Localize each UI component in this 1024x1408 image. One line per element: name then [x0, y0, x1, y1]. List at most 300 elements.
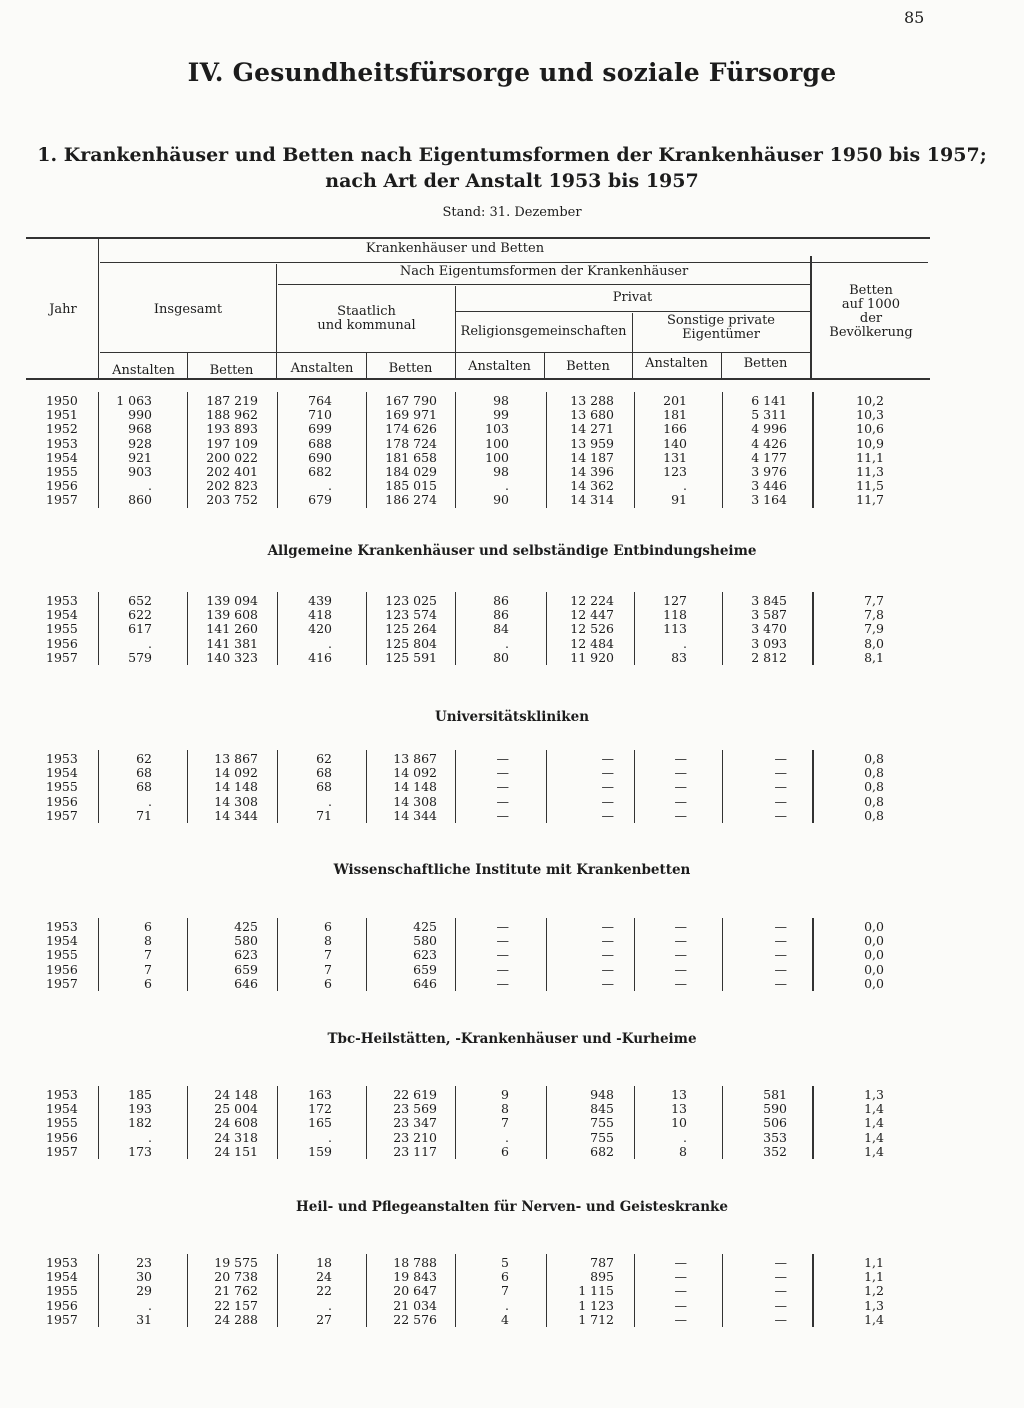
cell-staatlich-anstalten: 6 [324, 919, 332, 934]
cell-insgesamt-betten: 659 [234, 961, 258, 977]
cell-staatlich-betten: 19 843 [393, 1269, 437, 1285]
cell-staatlich-betten: 659 [413, 961, 437, 977]
cell-insgesamt-betten: 200 022 [206, 449, 258, 465]
cell-insgesamt-anstalten: 652 [128, 593, 152, 608]
cell-sonstige-anstalten: — [674, 1311, 687, 1327]
header-betten-auf-1000-line-2: auf 1000 [841, 297, 901, 312]
section-title: Wissenschaftliche Institute mit Krankenbetten [333, 862, 691, 878]
cell-religion-betten: 12 484 [570, 635, 614, 651]
cell-staatlich-betten: 23 569 [393, 1101, 437, 1117]
cell-year: 1956 [46, 793, 78, 809]
table-row [0, 394, 1024, 408]
cell-insgesamt-anstalten: 990 [128, 407, 152, 423]
cell-staatlich-anstalten: 439 [308, 593, 332, 608]
cell-staatlich-betten: 646 [413, 975, 437, 991]
cell-sonstige-betten: — [774, 1297, 787, 1313]
cell-year: 1955 [46, 621, 78, 637]
cell-sonstige-anstalten: 83 [671, 649, 687, 665]
cell-insgesamt-betten: 25 004 [214, 1101, 258, 1117]
cell-religion-anstalten: — [496, 779, 509, 795]
cell-insgesamt-anstalten: 23 [136, 1255, 152, 1270]
cell-insgesamt-anstalten: 928 [128, 435, 152, 451]
cell-sonstige-betten: — [774, 933, 787, 949]
cell-staatlich-betten: 14 344 [393, 807, 437, 823]
cell-betten-je-1000: 1,1 [864, 1255, 884, 1270]
header-staatlich: Staatlich [337, 304, 396, 319]
cell-religion-betten: 1 123 [578, 1297, 614, 1313]
cell-sonstige-betten: 4 996 [751, 421, 787, 437]
cell-religion-betten: — [601, 779, 614, 795]
cell-religion-betten: 14 396 [570, 464, 614, 479]
cell-religion-anstalten: 86 [493, 593, 509, 608]
cell-religion-betten: 13 959 [570, 435, 614, 451]
cell-insgesamt-betten: 14 092 [214, 765, 258, 781]
cell-year: 1953 [46, 1255, 78, 1270]
cell-sonstige-betten: 3 976 [751, 464, 787, 479]
cell-staatlich-anstalten: . [328, 478, 332, 494]
cell-year: 1953 [46, 435, 78, 451]
header-und-kommunal: und kommunal [317, 318, 416, 333]
cell-sonstige-anstalten: — [674, 933, 687, 949]
cell-sonstige-anstalten: — [674, 1297, 687, 1313]
cell-religion-betten: 12 526 [570, 621, 614, 637]
cell-religion-anstalten: 98 [493, 464, 509, 479]
cell-staatlich-anstalten: 172 [308, 1101, 332, 1117]
cell-staatlich-betten: 623 [413, 947, 437, 963]
cell-staatlich-anstalten: 159 [308, 1143, 332, 1159]
cell-sonstige-anstalten: — [674, 807, 687, 823]
cell-sonstige-betten: 3 164 [751, 492, 787, 508]
header-betten-auf-1000-line-4: Bevölkerung [829, 325, 913, 340]
cell-religion-betten: — [601, 947, 614, 963]
cell-insgesamt-anstalten: 68 [136, 765, 152, 781]
cell-betten-je-1000: 0,8 [864, 793, 884, 809]
cell-staatlich-betten: 185 015 [385, 478, 437, 494]
cell-staatlich-betten: 125 264 [385, 621, 437, 637]
cell-insgesamt-betten: 197 109 [206, 435, 258, 451]
cell-staatlich-betten: 21 034 [393, 1297, 437, 1313]
cell-religion-anstalten: . [505, 635, 509, 651]
cell-insgesamt-anstalten: 6 [144, 919, 152, 934]
cell-sonstige-betten: 5 311 [751, 407, 787, 423]
cell-sonstige-betten: 2 812 [751, 649, 787, 665]
cell-religion-betten: — [601, 933, 614, 949]
cell-religion-anstalten: — [496, 765, 509, 781]
cell-insgesamt-betten: 21 762 [214, 1283, 258, 1299]
cell-staatlich-betten: 580 [413, 933, 437, 949]
cell-insgesamt-betten: 24 151 [214, 1143, 258, 1159]
cell-insgesamt-betten: 24 148 [214, 1087, 258, 1102]
cell-religion-betten: 682 [590, 1143, 614, 1159]
table-row [0, 1270, 1024, 1284]
cell-staatlich-anstalten: 163 [308, 1087, 332, 1102]
cell-religion-anstalten: — [496, 793, 509, 809]
cell-religion-anstalten: — [496, 961, 509, 977]
cell-sonstige-anstalten: . [683, 1129, 687, 1145]
cell-sonstige-betten: 4 426 [751, 435, 787, 451]
cell-religion-anstalten: 7 [501, 1283, 509, 1299]
table-row [0, 465, 1024, 479]
cell-insgesamt-anstalten: . [148, 1297, 152, 1313]
cell-staatlich-betten: 13 867 [393, 751, 437, 766]
cell-insgesamt-betten: 187 219 [206, 393, 258, 408]
header-krankenhaeuser-und-betten: Krankenhäuser und Betten [365, 241, 545, 256]
cell-sonstige-anstalten: 118 [663, 607, 687, 623]
cell-year: 1956 [46, 1129, 78, 1145]
cell-staatlich-betten: 22 576 [393, 1311, 437, 1327]
cell-staatlich-betten: 169 971 [385, 407, 437, 423]
cell-sonstige-anstalten: . [683, 635, 687, 651]
cell-staatlich-anstalten: 18 [316, 1255, 332, 1270]
cell-year: 1957 [46, 807, 78, 823]
cell-religion-anstalten: . [505, 1297, 509, 1313]
cell-insgesamt-betten: 580 [234, 933, 258, 949]
cell-betten-je-1000: 0,0 [864, 933, 884, 949]
cell-religion-betten: 14 314 [570, 492, 614, 508]
cell-religion-betten: — [601, 919, 614, 934]
cell-staatlich-betten: 22 619 [393, 1087, 437, 1102]
cell-year: 1955 [46, 1115, 78, 1131]
cell-betten-je-1000: 8,1 [864, 649, 884, 665]
cell-year: 1956 [46, 961, 78, 977]
cell-insgesamt-betten: 202 401 [206, 464, 258, 479]
cell-staatlich-anstalten: 699 [308, 421, 332, 437]
cell-year: 1954 [46, 765, 78, 781]
cell-insgesamt-betten: 139 094 [206, 593, 258, 608]
cell-betten-je-1000: 0,8 [864, 807, 884, 823]
cell-sonstige-betten: — [774, 807, 787, 823]
cell-staatlich-anstalten: 62 [316, 751, 332, 766]
cell-sonstige-betten: — [774, 793, 787, 809]
cell-insgesamt-anstalten: 71 [136, 807, 152, 823]
cell-sonstige-anstalten: — [674, 1269, 687, 1285]
cell-staatlich-anstalten: 7 [324, 961, 332, 977]
cell-staatlich-betten: 174 626 [385, 421, 437, 437]
cell-staatlich-betten: 123 025 [385, 593, 437, 608]
cell-sonstige-betten: — [774, 765, 787, 781]
cell-year: 1954 [46, 607, 78, 623]
table-row [0, 637, 1024, 651]
cell-insgesamt-betten: 24 608 [214, 1115, 258, 1131]
cell-staatlich-anstalten: . [328, 1297, 332, 1313]
cell-sonstige-betten: — [774, 1269, 787, 1285]
cell-betten-je-1000: 0,0 [864, 947, 884, 963]
cell-betten-je-1000: 10,6 [856, 421, 884, 437]
cell-religion-anstalten: 100 [485, 449, 509, 465]
cell-staatlich-betten: 14 308 [393, 793, 437, 809]
cell-sonstige-anstalten: 91 [671, 492, 687, 508]
cell-sonstige-betten: 3 470 [751, 621, 787, 637]
cell-sonstige-betten: — [774, 947, 787, 963]
cell-staatlich-anstalten: 690 [308, 449, 332, 465]
cell-insgesamt-betten: 203 752 [206, 492, 258, 508]
cell-insgesamt-anstalten: 7 [144, 961, 152, 977]
cell-religion-betten: 12 447 [570, 607, 614, 623]
cell-staatlich-anstalten: 22 [316, 1283, 332, 1299]
cell-insgesamt-betten: 141 260 [206, 621, 258, 637]
cell-religion-betten: 14 362 [570, 478, 614, 494]
cell-sonstige-anstalten: 10 [671, 1115, 687, 1131]
cell-insgesamt-anstalten: 903 [128, 464, 152, 479]
cell-sonstige-anstalten: — [674, 919, 687, 934]
cell-insgesamt-anstalten: . [148, 635, 152, 651]
header-betten-auf-1000-line-1: Betten [849, 283, 893, 298]
cell-year: 1953 [46, 919, 78, 934]
cell-staatlich-anstalten: . [328, 635, 332, 651]
cell-year: 1953 [46, 751, 78, 766]
section-title: Universitätskliniken [434, 709, 590, 725]
cell-staatlich-betten: 125 591 [385, 649, 437, 665]
cell-year: 1957 [46, 649, 78, 665]
cell-sonstige-betten: 6 141 [751, 393, 787, 408]
table-row [0, 1088, 1024, 1102]
cell-staatlich-betten: 425 [413, 919, 437, 934]
cell-religion-betten: — [601, 793, 614, 809]
cell-religion-betten: 845 [590, 1101, 614, 1117]
cell-insgesamt-betten: 425 [234, 919, 258, 934]
header-sonstige-private: Sonstige private [666, 313, 775, 328]
cell-insgesamt-anstalten: 7 [144, 947, 152, 963]
table-row [0, 809, 1024, 823]
cell-staatlich-anstalten: 764 [308, 393, 332, 408]
cell-sonstige-anstalten: 181 [663, 407, 687, 423]
cell-staatlich-anstalten: . [328, 1129, 332, 1145]
cell-staatlich-betten: 186 274 [385, 492, 437, 508]
header-betten-auf-1000-line-3: der [859, 311, 883, 326]
cell-religion-anstalten: 103 [485, 421, 509, 437]
cell-staatlich-anstalten: 24 [316, 1269, 332, 1285]
cell-year: 1956 [46, 635, 78, 651]
header-bottom-rule [26, 378, 930, 380]
table-row [0, 766, 1024, 780]
cell-insgesamt-anstalten: 31 [136, 1311, 152, 1327]
cell-religion-anstalten: 98 [493, 393, 509, 408]
cell-insgesamt-betten: 19 575 [214, 1255, 258, 1270]
cell-religion-anstalten: 6 [501, 1269, 509, 1285]
table-row [0, 408, 1024, 422]
cell-staatlich-anstalten: 420 [308, 621, 332, 637]
cell-insgesamt-anstalten: . [148, 793, 152, 809]
cell-betten-je-1000: 1,1 [864, 1269, 884, 1285]
cell-sonstige-anstalten: — [674, 793, 687, 809]
cell-betten-je-1000: 0,0 [864, 919, 884, 934]
cell-betten-je-1000: 11,7 [856, 492, 884, 508]
cell-year: 1954 [46, 933, 78, 949]
cell-staatlich-anstalten: 68 [316, 765, 332, 781]
cell-religion-anstalten: 5 [501, 1255, 509, 1270]
header-nach-eigentumsformen: Nach Eigentumsformen der Krankenhäuser [399, 264, 689, 279]
cell-sonstige-betten: — [774, 961, 787, 977]
cell-staatlich-anstalten: 7 [324, 947, 332, 963]
table-row [0, 1116, 1024, 1130]
cell-sonstige-betten: — [774, 975, 787, 991]
cell-sonstige-anstalten: 123 [663, 464, 687, 479]
cell-sonstige-anstalten: — [674, 975, 687, 991]
header-vline [276, 264, 277, 378]
cell-insgesamt-anstalten: 622 [128, 607, 152, 623]
table-row [0, 479, 1024, 493]
cell-insgesamt-anstalten: 860 [128, 492, 152, 508]
cell-betten-je-1000: 1,3 [864, 1297, 884, 1313]
cell-staatlich-anstalten: 416 [308, 649, 332, 665]
cell-religion-betten: — [601, 807, 614, 823]
table-row [0, 948, 1024, 962]
cell-year: 1954 [46, 1269, 78, 1285]
cell-religion-anstalten: — [496, 933, 509, 949]
cell-insgesamt-betten: 646 [234, 975, 258, 991]
section-title: Heil- und Pflegeanstalten für Nerven- und Geisteskranke [296, 1199, 728, 1215]
cell-insgesamt-betten: 193 893 [206, 421, 258, 437]
cell-insgesamt-anstalten: 921 [128, 449, 152, 465]
table-row [0, 752, 1024, 766]
cell-betten-je-1000: 1,3 [864, 1087, 884, 1102]
cell-staatlich-betten: 167 790 [385, 393, 437, 408]
cell-sonstige-anstalten: 13 [671, 1101, 687, 1117]
cell-staatlich-betten: 18 788 [393, 1255, 437, 1270]
cell-religion-anstalten: — [496, 919, 509, 934]
cell-staatlich-betten: 23 347 [393, 1115, 437, 1131]
cell-religion-anstalten: . [505, 1129, 509, 1145]
cell-betten-je-1000: 7,9 [864, 621, 884, 637]
cell-insgesamt-anstalten: 62 [136, 751, 152, 766]
cell-betten-je-1000: 0,0 [864, 975, 884, 991]
cell-religion-betten: 14 271 [570, 421, 614, 437]
cell-year: 1955 [46, 464, 78, 479]
cell-year: 1950 [46, 393, 78, 408]
cell-religion-anstalten: 8 [501, 1101, 509, 1117]
header-betten: Betten [566, 359, 610, 374]
cell-year: 1953 [46, 1087, 78, 1102]
cell-betten-je-1000: 7,7 [864, 593, 884, 608]
cell-insgesamt-anstalten: 968 [128, 421, 152, 437]
cell-year: 1953 [46, 593, 78, 608]
table-row [0, 451, 1024, 465]
cell-sonstige-anstalten: 13 [671, 1087, 687, 1102]
cell-staatlich-anstalten: 710 [308, 407, 332, 423]
header-religionsgemeinschaften: Religionsgemeinschaften [460, 324, 627, 339]
table-row [0, 622, 1024, 636]
cell-insgesamt-betten: 24 288 [214, 1311, 258, 1327]
cell-sonstige-betten: 352 [763, 1143, 787, 1159]
cell-insgesamt-anstalten: . [148, 1129, 152, 1145]
cell-sonstige-betten: 3 587 [751, 607, 787, 623]
cell-sonstige-anstalten: 166 [663, 421, 687, 437]
cell-religion-betten: 895 [590, 1269, 614, 1285]
table-row [0, 963, 1024, 977]
cell-insgesamt-betten: 13 867 [214, 751, 258, 766]
cell-year: 1951 [46, 407, 78, 423]
cell-staatlich-anstalten: . [328, 793, 332, 809]
cell-sonstige-anstalten: . [683, 478, 687, 494]
cell-betten-je-1000: 1,4 [864, 1129, 884, 1145]
cell-staatlich-betten: 20 647 [393, 1283, 437, 1299]
header-rule-3 [455, 311, 810, 312]
cell-staatlich-betten: 14 092 [393, 765, 437, 781]
cell-religion-betten: 13 680 [570, 407, 614, 423]
cell-insgesamt-anstalten: 6 [144, 975, 152, 991]
cell-betten-je-1000: 0,8 [864, 765, 884, 781]
cell-religion-anstalten: 7 [501, 1115, 509, 1131]
cell-religion-betten: 13 288 [570, 393, 614, 408]
table-row [0, 1256, 1024, 1270]
header-privat: Privat [612, 290, 653, 305]
table-row [0, 651, 1024, 665]
cell-insgesamt-betten: 139 608 [206, 607, 258, 623]
header-jahr: Jahr [49, 302, 77, 317]
cell-year: 1957 [46, 975, 78, 991]
cell-betten-je-1000: 1,2 [864, 1283, 884, 1299]
cell-staatlich-betten: 123 574 [385, 607, 437, 623]
cell-religion-anstalten: . [505, 478, 509, 494]
cell-sonstige-anstalten: 140 [663, 435, 687, 451]
table-title-line-2: nach Art der Anstalt 1953 bis 1957 [325, 170, 699, 192]
cell-religion-anstalten: 4 [501, 1311, 509, 1327]
cell-sonstige-betten: 3 446 [751, 478, 787, 494]
cell-sonstige-betten: — [774, 1283, 787, 1299]
cell-religion-betten: 755 [590, 1129, 614, 1145]
cell-staatlich-betten: 181 658 [385, 449, 437, 465]
cell-religion-betten: 1 712 [578, 1311, 614, 1327]
cell-religion-betten: 948 [590, 1087, 614, 1102]
cell-religion-betten: 14 187 [570, 449, 614, 465]
cell-year: 1954 [46, 449, 78, 465]
cell-sonstige-anstalten: 131 [663, 449, 687, 465]
cell-year: 1957 [46, 492, 78, 508]
table-row [0, 920, 1024, 934]
cell-religion-anstalten: 80 [493, 649, 509, 665]
page-number: 85 [904, 8, 925, 27]
cell-sonstige-betten: 3 845 [751, 593, 787, 608]
cell-sonstige-anstalten: — [674, 961, 687, 977]
cell-staatlich-anstalten: 27 [316, 1311, 332, 1327]
table-row [0, 977, 1024, 991]
reference-date: Stand: 31. Dezember [442, 205, 582, 220]
cell-religion-anstalten: 6 [501, 1143, 509, 1159]
cell-betten-je-1000: 10,9 [856, 435, 884, 451]
cell-religion-betten: 1 115 [578, 1283, 614, 1299]
cell-sonstige-betten: — [774, 779, 787, 795]
cell-sonstige-betten: 353 [763, 1129, 787, 1145]
cell-sonstige-betten: — [774, 1255, 787, 1270]
cell-year: 1955 [46, 779, 78, 795]
cell-betten-je-1000: 1,4 [864, 1311, 884, 1327]
cell-insgesamt-anstalten: 617 [128, 621, 152, 637]
cell-religion-betten: 755 [590, 1115, 614, 1131]
table-row [0, 1102, 1024, 1116]
cell-religion-anstalten: — [496, 751, 509, 766]
cell-sonstige-anstalten: 127 [663, 593, 687, 608]
header-anstalten: Anstalten [112, 363, 175, 378]
cell-sonstige-anstalten: — [674, 947, 687, 963]
cell-insgesamt-betten: 14 148 [214, 779, 258, 795]
header-anstalten: Anstalten [468, 359, 531, 374]
cell-insgesamt-anstalten: 579 [128, 649, 152, 665]
cell-betten-je-1000: 1,4 [864, 1115, 884, 1131]
cell-religion-anstalten: 84 [493, 621, 509, 637]
cell-insgesamt-betten: 141 381 [206, 635, 258, 651]
cell-insgesamt-betten: 623 [234, 947, 258, 963]
cell-religion-betten: — [601, 765, 614, 781]
cell-sonstige-betten: — [774, 919, 787, 934]
cell-insgesamt-betten: 22 157 [214, 1297, 258, 1313]
cell-religion-anstalten: 9 [501, 1087, 509, 1102]
table-row [0, 437, 1024, 451]
section-title: Tbc-Heilstätten, -Krankenhäuser und -Kurheime [327, 1031, 697, 1047]
cell-sonstige-betten: — [774, 1311, 787, 1327]
cell-sonstige-betten: 4 177 [751, 449, 787, 465]
chapter-title: IV. Gesundheitsfürsorge und soziale Fürsorge [187, 58, 837, 87]
cell-insgesamt-anstalten: 8 [144, 933, 152, 949]
